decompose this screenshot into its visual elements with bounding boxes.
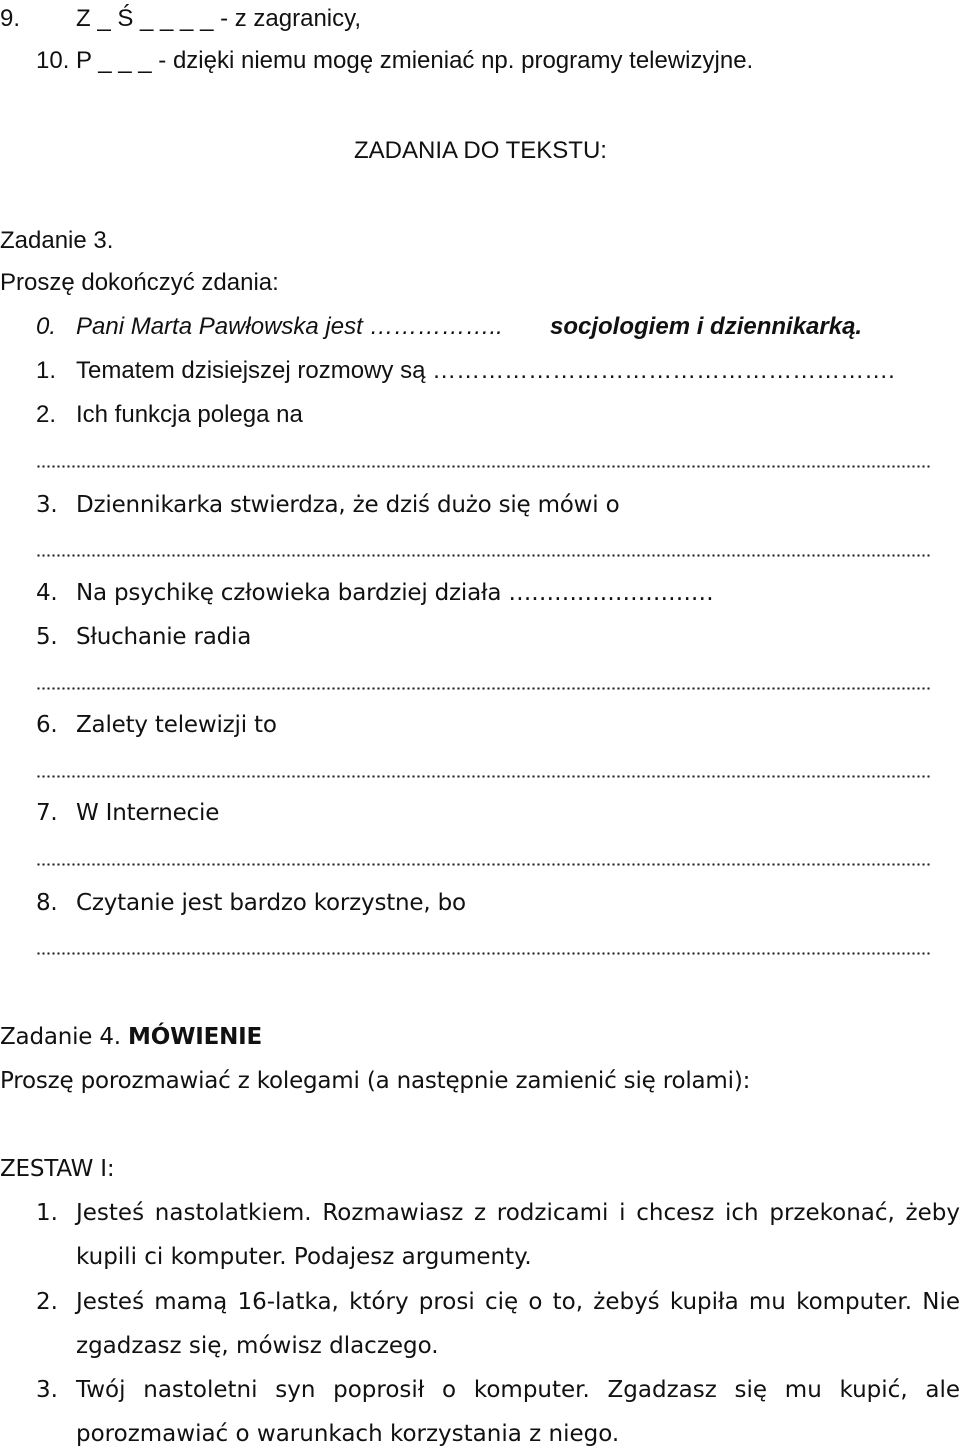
item-number: 5. — [36, 624, 58, 650]
example-answer: socjologiem i dziennikarką. — [550, 313, 863, 340]
example-number: 0. — [36, 313, 57, 340]
item-line-2: zgadzasz się, mówisz dlaczego. — [76, 1333, 439, 1359]
task4-instruction: Proszę porozmawiać z kolegami (a następnie zamienić się rolami): — [0, 1068, 751, 1094]
answer-line — [36, 775, 931, 778]
item-text: Ich funkcja polega na — [76, 401, 303, 428]
list-number: 10. — [36, 47, 70, 74]
answer-line — [36, 952, 931, 955]
item-text: Tematem dzisiejszej rozmowy są …………………………………………………. — [76, 357, 895, 384]
answer-line — [36, 863, 931, 866]
set-title: ZESTAW I: — [0, 1156, 115, 1182]
item-line-2: kupili ci komputer. Podajesz argumenty. — [76, 1244, 532, 1270]
answer-line — [36, 554, 931, 557]
item-line-1: Twój nastoletni syn poprosił o komputer. Zgadzasz się mu kupić, ale — [76, 1377, 960, 1403]
item-line-2: porozmawiać o warunkach korzystania z niego. — [76, 1421, 620, 1447]
item-number: 1. — [36, 357, 57, 384]
task4-heading — [0, 1022, 262, 1052]
task4-heading-bold: MÓWIENIE — [128, 1024, 263, 1050]
item-number: 3. — [36, 1377, 58, 1403]
item-number: 8. — [36, 890, 58, 916]
item-line-1: Jesteś nastolatkiem. Rozmawiasz z rodzicami i chcesz ich przekonać, żeby — [76, 1200, 960, 1226]
item-number: 2. — [36, 401, 57, 428]
item-number: 7. — [36, 800, 58, 826]
example-start: Pani Marta Pawłowska jest …………….. — [76, 313, 503, 340]
item-number: 4. — [36, 580, 58, 606]
task4-heading-label: Zadanie 4. — [0, 1024, 121, 1050]
task3-instruction: Proszę dokończyć zdania: — [0, 269, 279, 296]
item-line-1: Jesteś mamą 16-latka, który prosi cię o to, żebyś kupiła mu komputer. Nie — [76, 1289, 960, 1315]
list-text: Z _ Ś _ _ _ _ - z zagranicy, — [76, 5, 362, 32]
item-number: 3. — [36, 492, 58, 518]
answer-line — [36, 465, 931, 468]
item-number: 6. — [36, 712, 58, 738]
list-item-9 — [0, 4, 362, 34]
task3-heading: Zadanie 3. — [0, 227, 114, 254]
answer-line — [36, 687, 931, 690]
list-text: P _ _ _ - dzięki niemu mogę zmieniać np. programy telewizyjne. — [76, 47, 754, 74]
item-text: W Internecie — [76, 800, 220, 826]
item-number: 2. — [36, 1289, 58, 1315]
section-title: ZADANIA DO TEKSTU: — [354, 137, 607, 164]
item-number: 1. — [36, 1200, 58, 1226]
item-text: Słuchanie radia — [76, 624, 252, 650]
item-text: Czytanie jest bardzo korzystne, bo — [76, 890, 466, 916]
list-number: 9. — [0, 5, 21, 32]
item-text: Zalety telewizji to — [76, 712, 277, 738]
item-text: Dziennikarka stwierdza, że dziś dużo się mówi o — [76, 492, 620, 518]
item-text: Na psychikę człowieka bardziej działa ……………………… — [76, 580, 714, 606]
